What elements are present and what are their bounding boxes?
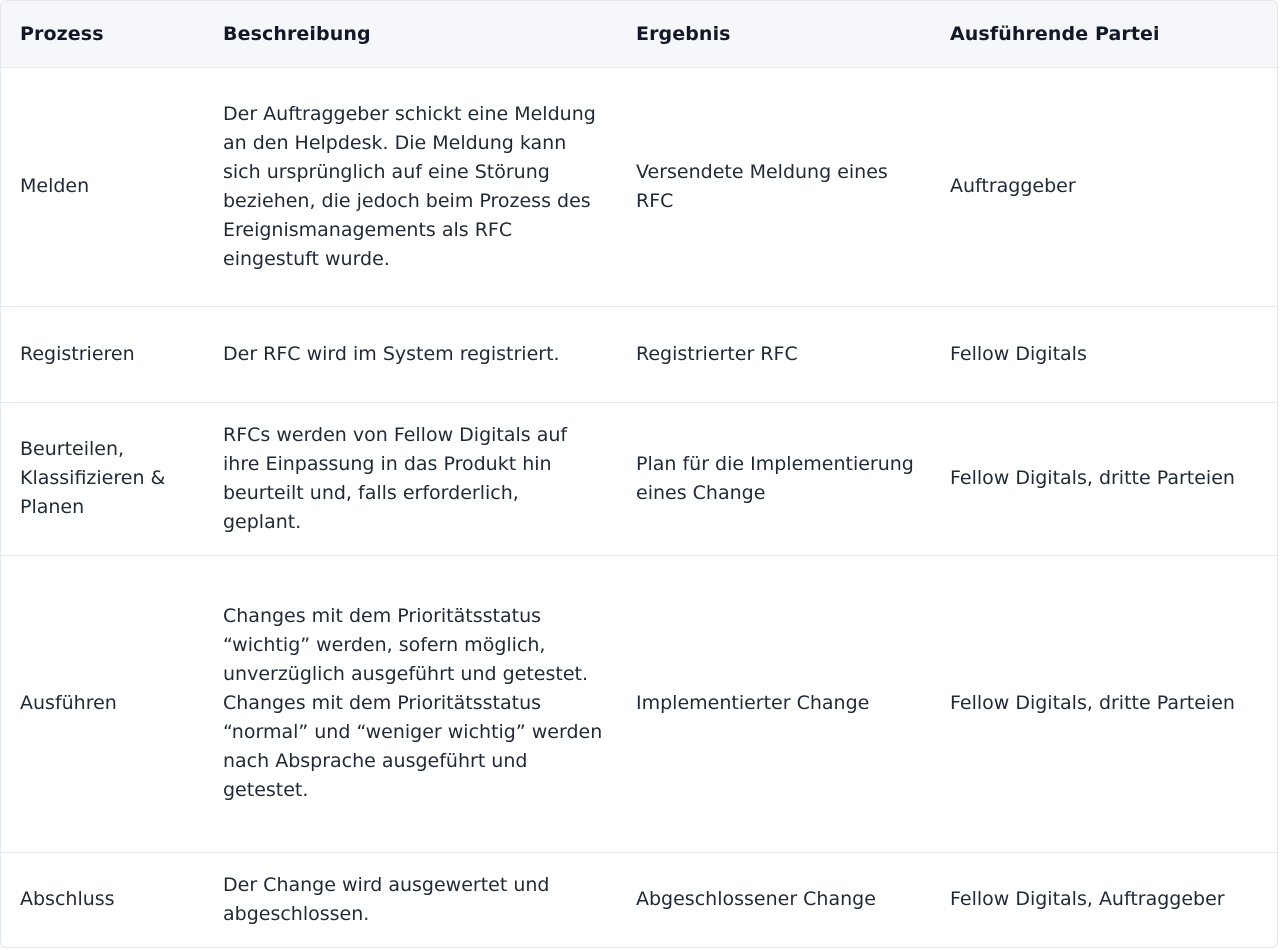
cell-process: Registrieren [1,306,204,402]
column-header-description: Beschreibung [204,1,617,67]
cell-result: Implementierter Change [617,555,931,852]
cell-description: RFCs werden von Fellow Digitals auf ihre Einpassung in das Produkt hin beurteilt und, falls erforderlich, geplant. [204,402,617,555]
table-row [1,67,1277,306]
table-row [1,402,1277,555]
cell-result: Abgeschlossener Change [636,888,876,911]
cell-process: Abschluss [20,888,115,911]
cell-process: Melden [1,67,204,306]
cell-party: Fellow Digitals, dritte Parteien [931,402,1277,555]
cell-party: Fellow Digitals, dritte Parteien [931,555,1277,852]
table-row [1,306,1277,402]
column-header-party: Ausführende Partei [931,1,1277,67]
cell-description: Changes mit dem Prioritätsstatus “wichtig” werden, sofern möglich, unverzüglich ausgeführt und getestet. Changes mit dem Prioritätsstatus “normal” und “weniger wichtig” werden nach Absprache ausgeführt und getestet. [204,555,617,852]
table-row [1,852,1277,947]
cell-description: Der Change wird ausgewertet und abgeschlossen. [223,873,550,925]
cell-result: Registrierter RFC [617,306,931,402]
header-row [1,1,1277,67]
cell-description: Der Auftraggeber schickt eine Meldung an den Helpdesk. Die Meldung kann sich ursprünglich auf eine Störung beziehen, die jedoch beim Prozess des Ereignismanagements als RFC eingestuft wurde. [204,67,617,306]
cell-description: Der RFC wird im System registriert. [204,306,617,402]
column-header-process: Prozess [1,1,204,67]
cell-process: Beurteilen, Klassifizieren & Planen [1,402,204,555]
cell-party: Auftraggeber [931,67,1277,306]
cell-result: Versendete Meldung eines RFC [617,67,931,306]
cell-process: Ausführen [1,555,204,852]
cell-party: Fellow Digitals [931,306,1277,402]
table-row [1,555,1277,852]
table-header [1,1,1277,67]
column-header-result: Ergebnis [617,1,931,67]
change-process-table [1,1,1277,947]
cell-result: Plan für die Implementierung eines Change [617,402,931,555]
table-body [1,67,1277,947]
cell-party: Fellow Digitals, Auftraggeber [950,888,1225,911]
